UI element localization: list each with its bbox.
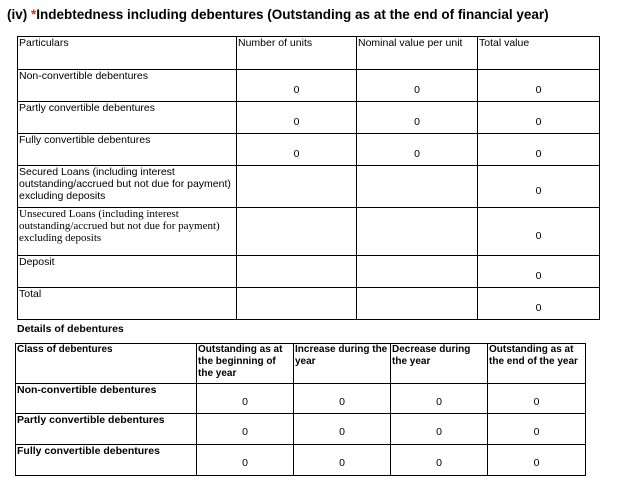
end-value: 0: [488, 445, 586, 476]
nominal-value: 0: [357, 134, 478, 166]
required-marker: *: [31, 7, 37, 22]
units-value: 0: [237, 102, 357, 134]
empty-cell: [357, 208, 478, 256]
table-row: [18, 102, 600, 134]
empty-cell: [237, 288, 357, 320]
header-class: Class of debentures: [16, 344, 197, 384]
table-header-row: [18, 37, 600, 70]
row-label: Total: [18, 288, 237, 320]
table-header-row: [16, 344, 586, 384]
table-row: [16, 445, 586, 476]
row-label: Secured Loans (including interest outstanding/accrued but not due for payment) excluding deposits: [18, 166, 237, 208]
empty-cell: [237, 166, 357, 208]
total-value: 0: [478, 134, 600, 166]
row-label: Unsecured Loans (including interest outstanding/accrued but not due for payment) excluding deposits: [18, 208, 237, 256]
row-label: Fully convertible debentures: [18, 134, 237, 166]
header-particulars: Particulars: [18, 37, 237, 70]
increase-value: 0: [294, 445, 391, 476]
table-row: [16, 414, 586, 445]
total-value: 0: [478, 102, 600, 134]
nominal-value: 0: [357, 70, 478, 102]
table-row: [16, 384, 586, 414]
row-label: Non-convertible debentures: [18, 70, 237, 102]
table-row: [18, 166, 600, 208]
units-value: 0: [237, 134, 357, 166]
end-value: 0: [488, 384, 586, 414]
table-row: [18, 208, 600, 256]
header-total-value: Total value: [478, 37, 600, 70]
total-value: 0: [478, 166, 600, 208]
debentures-details-table: [15, 343, 586, 476]
row-label: Fully convertible debentures: [16, 445, 197, 476]
increase-value: 0: [294, 414, 391, 445]
empty-cell: [357, 288, 478, 320]
indebtedness-table: [17, 36, 600, 320]
header-decrease: Decrease during the year: [391, 344, 488, 384]
row-label: Deposit: [18, 256, 237, 288]
table-row: [18, 256, 600, 288]
empty-cell: [237, 256, 357, 288]
empty-cell: [357, 166, 478, 208]
total-value: 0: [478, 70, 600, 102]
section-title: (iv) *Indebtedness including debentures (Outstanding as at the end of financial year): [7, 7, 549, 22]
header-number-of-units: Number of units: [237, 37, 357, 70]
begin-value: 0: [197, 414, 294, 445]
units-value: 0: [237, 70, 357, 102]
empty-cell: [237, 208, 357, 256]
increase-value: 0: [294, 384, 391, 414]
header-increase: Increase during the year: [294, 344, 391, 384]
header-begin: Outstanding as at the beginning of the year: [197, 344, 294, 384]
table-row: [18, 70, 600, 102]
row-label: Partly convertible debentures: [16, 414, 197, 445]
details-heading: Details of debentures: [17, 323, 124, 335]
total-value: 0: [478, 256, 600, 288]
decrease-value: 0: [391, 445, 488, 476]
nominal-value: 0: [357, 102, 478, 134]
empty-cell: [357, 256, 478, 288]
decrease-value: 0: [391, 414, 488, 445]
table-row: [18, 134, 600, 166]
begin-value: 0: [197, 445, 294, 476]
header-end: Outstanding as at the end of the year: [488, 344, 586, 384]
end-value: 0: [488, 414, 586, 445]
row-label: Non-convertible debentures: [16, 384, 197, 414]
header-nominal-value: Nominal value per unit: [357, 37, 478, 70]
table-row-total: [18, 288, 600, 320]
total-value: 0: [478, 288, 600, 320]
decrease-value: 0: [391, 384, 488, 414]
total-value: 0: [478, 208, 600, 256]
begin-value: 0: [197, 384, 294, 414]
row-label: Partly convertible debentures: [18, 102, 237, 134]
